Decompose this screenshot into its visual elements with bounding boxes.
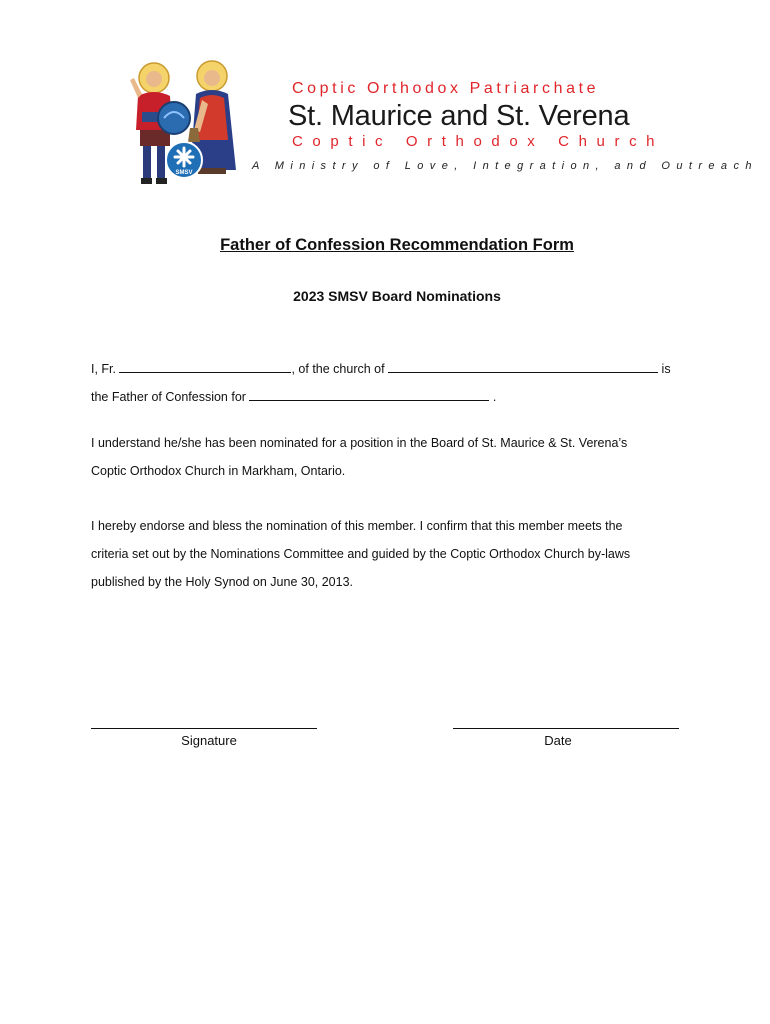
form-subtitle: 2023 SMSV Board Nominations: [293, 288, 501, 304]
member-name-field[interactable]: [249, 388, 489, 401]
priest-prefix: I, Fr.: [91, 362, 120, 376]
church-type-heading: Coptic Orthodox Church: [292, 133, 665, 150]
endorsement-text-line-2: criteria set out by the Nominations Committee and guided by the Coptic Orthodox Church by-laws: [91, 547, 631, 561]
endorsement-text-line-3: published by the Holy Synod on June 30, 2013.: [91, 575, 353, 589]
church-of-text: , of the church of: [291, 362, 389, 376]
nomination-text-line-1: I understand he/she has been nominated for a position in the Board of St. Maurice & St. Verena’s: [91, 436, 628, 450]
endorsement-text-line-1: I hereby endorse and bless the nomination of this member. I confirm that this member meets the: [91, 519, 623, 533]
church-field[interactable]: [388, 360, 658, 373]
is-text: is: [658, 362, 671, 376]
church-logo: [124, 60, 246, 194]
logo-badge-text: SMSV: [175, 170, 193, 176]
period-text: .: [489, 390, 497, 404]
signature-label: Signature: [181, 733, 237, 748]
date-field[interactable]: [453, 728, 679, 729]
nomination-text-line-2: Coptic Orthodox Church in Markham, Ontario.: [91, 464, 346, 478]
signature-field[interactable]: [91, 728, 317, 729]
priest-info-line: [91, 355, 671, 383]
patriarchate-heading: Coptic Orthodox Patriarchate: [292, 80, 600, 97]
confession-for-text: the Father of Confession for: [91, 390, 250, 404]
form-title: Father of Confession Recommendation Form: [220, 236, 574, 254]
church-tagline: A Ministry of Love, Integration, and Outreach: [252, 160, 758, 172]
church-name-heading: St. Maurice and St. Verena: [288, 100, 630, 132]
priest-name-field[interactable]: [119, 360, 291, 373]
confession-for-line: [91, 383, 496, 411]
date-label: Date: [544, 733, 572, 748]
